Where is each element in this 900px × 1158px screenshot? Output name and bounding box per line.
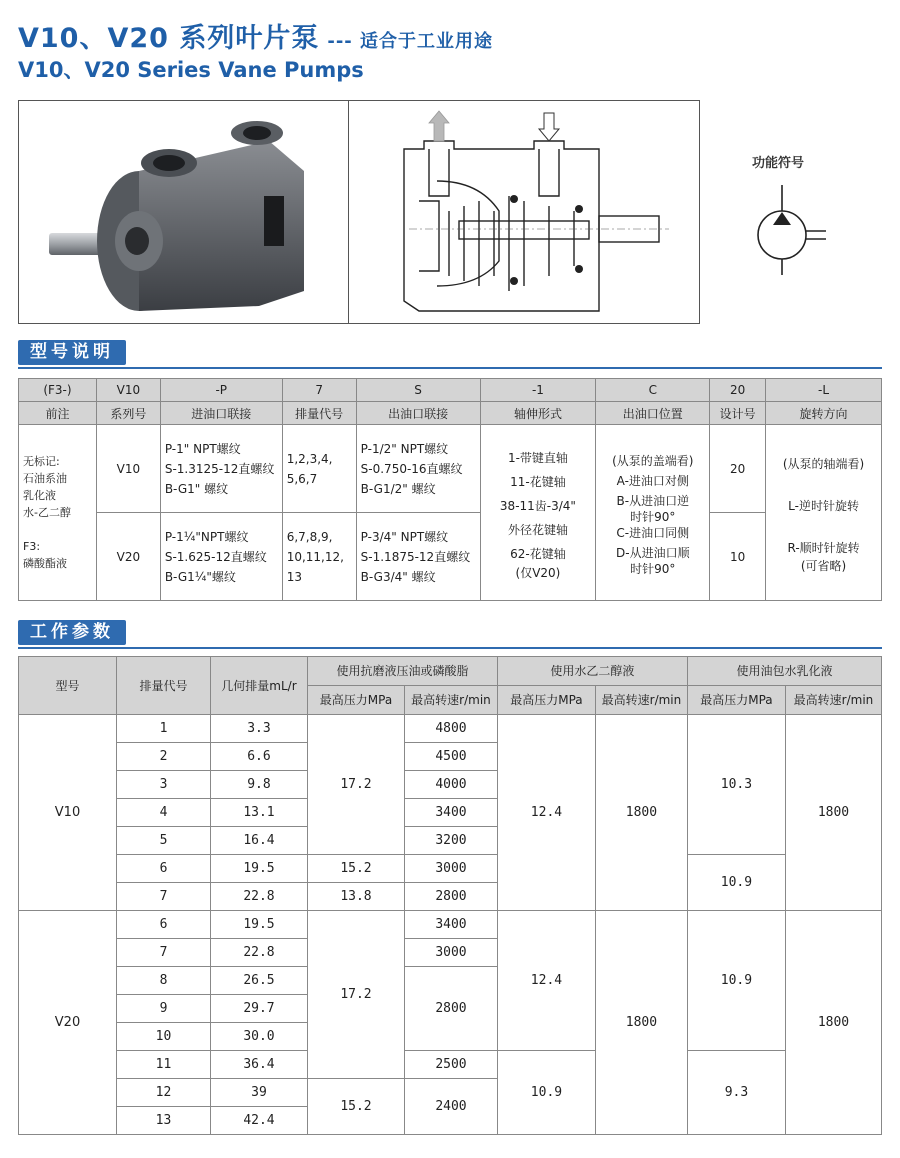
inlet-arrow-icon	[539, 113, 559, 141]
rotation-option: (从泵的轴端看)	[782, 456, 865, 471]
g3-speed: 1800	[785, 715, 881, 911]
model-v20: V20	[19, 911, 117, 1135]
g2-pressure: 12.4	[497, 715, 595, 911]
g1-speed: 4000	[404, 771, 497, 799]
inlet-option: S-1.3125-12直螺纹	[164, 461, 275, 476]
code-cell: 10	[117, 1023, 211, 1051]
header-speed: 最高转速r/min	[595, 686, 687, 715]
position-option: D-从进油口顺	[616, 545, 690, 560]
outlet-option: P-3/4" NPT螺纹	[360, 529, 449, 544]
rotation-option: L-逆时针旋转	[788, 498, 859, 513]
g1-pressure: 17.2	[307, 715, 404, 855]
shaft-option: 外径花键轴	[507, 522, 568, 537]
model-section-title: 型号说明	[18, 340, 126, 365]
g1-speed: 2800	[404, 883, 497, 911]
title-cn-subtitle: --- 适合于工业用途	[327, 31, 494, 52]
table-row	[19, 715, 882, 743]
model-section-header	[18, 340, 898, 368]
position-option: 时针90°	[630, 509, 676, 524]
table-row	[19, 1051, 882, 1079]
parameters-table	[18, 656, 882, 1135]
inlet-v10	[160, 425, 282, 513]
model-v10-row	[19, 425, 882, 513]
code-inlet: -P	[160, 379, 282, 402]
title-en: V10、V20 Series Vane Pumps	[18, 58, 364, 82]
header-speed: 最高转速r/min	[785, 686, 881, 715]
g1-speed: 3000	[404, 939, 497, 967]
name-inlet: 进油口联接	[160, 402, 282, 425]
position-cell	[596, 425, 710, 601]
g1-speed: 3400	[404, 911, 497, 939]
code-shaft: -1	[480, 379, 596, 402]
inlet-option: S-1.625-12直螺纹	[164, 549, 267, 564]
header-code: 排量代号	[117, 657, 211, 715]
code-cell: 3	[117, 771, 211, 799]
g1-speed: 2400	[404, 1079, 497, 1135]
displacement-line: 5,6,7	[286, 471, 318, 486]
g3-pressure: 10.9	[687, 911, 785, 1051]
disp-cell: 22.8	[210, 883, 307, 911]
header-group3: 使用油包水乳化液	[687, 657, 881, 686]
g2-pressure: 10.9	[497, 1051, 595, 1135]
code-cell: 5	[117, 827, 211, 855]
position-option: (从泵的盖端看)	[612, 453, 694, 468]
name-displacement: 排量代号	[282, 402, 356, 425]
position-option: A-进油口对侧	[616, 473, 689, 488]
g1-pressure: 15.2	[307, 1079, 404, 1135]
param-section-title: 工作参数	[18, 620, 126, 645]
disp-cell: 36.4	[210, 1051, 307, 1079]
header-model: 型号	[19, 657, 117, 715]
disp-cell: 39	[210, 1079, 307, 1107]
code-series: V10	[96, 379, 160, 402]
g3-speed: 1800	[785, 911, 881, 1135]
code-rotation: -L	[766, 379, 882, 402]
code-displacement: 7	[282, 379, 356, 402]
g1-speed: 3200	[404, 827, 497, 855]
g1-speed: 2800	[404, 967, 497, 1051]
position-option: C-进油口同侧	[616, 525, 690, 540]
displacement-v10	[282, 425, 356, 513]
disp-cell: 22.8	[210, 939, 307, 967]
g2-speed: 1800	[595, 715, 687, 911]
outlet-option: B-G3/4" 螺纹	[360, 569, 436, 584]
pump-symbol-icon	[720, 145, 880, 275]
g1-speed: 2500	[404, 1051, 497, 1079]
position-option: 时针90°	[630, 561, 676, 576]
disp-cell: 26.5	[210, 967, 307, 995]
g1-speed: 4500	[404, 743, 497, 771]
param-section-divider	[18, 647, 882, 649]
design-v10: 20	[710, 425, 766, 513]
code-cell: 4	[117, 799, 211, 827]
code-outlet: S	[356, 379, 480, 402]
pump-photo-image	[19, 101, 349, 323]
disp-cell: 16.4	[210, 827, 307, 855]
rotation-cell	[766, 425, 882, 601]
shaft-option: 1-带键直轴	[507, 450, 568, 465]
name-prefix: 前注	[19, 402, 97, 425]
param-header-row	[19, 657, 882, 686]
code-cell: 9	[117, 995, 211, 1023]
outlet-option: S-1.1875-12直螺纹	[360, 549, 471, 564]
series-v10: V10	[96, 425, 160, 513]
shaft-option: 11-花键轴	[510, 474, 566, 489]
g1-speed: 3000	[404, 855, 497, 883]
g3-pressure: 9.3	[687, 1051, 785, 1135]
model-v20-row	[19, 513, 882, 601]
code-cell: 11	[117, 1051, 211, 1079]
inlet-option: P-1¼"NPT螺纹	[164, 529, 249, 544]
g1-pressure: 13.8	[307, 883, 404, 911]
code-cell: 12	[117, 1079, 211, 1107]
header-pressure: 最高压力MPa	[307, 686, 404, 715]
displacement-line: 13	[286, 569, 302, 584]
displacement-line: 1,2,3,4,	[286, 451, 333, 466]
disp-cell: 9.8	[210, 771, 307, 799]
disp-cell: 6.6	[210, 743, 307, 771]
rotation-option: R-顺时针旋转	[787, 540, 860, 555]
disp-cell: 3.3	[210, 715, 307, 743]
header-disp: 几何排量mL/r	[210, 657, 307, 715]
displacement-line: 10,11,12,	[286, 549, 344, 564]
name-position: 出油口位置	[596, 402, 710, 425]
code-cell: 7	[117, 939, 211, 967]
series-v20: V20	[96, 513, 160, 601]
shaft-cell	[480, 425, 596, 601]
displacement-v20	[282, 513, 356, 601]
prefix-line: F3:	[23, 540, 41, 553]
outlet-v10	[356, 425, 480, 513]
g3-pressure: 10.9	[687, 855, 785, 911]
prefix-line	[23, 521, 96, 538]
inlet-v20	[160, 513, 282, 601]
rotation-option: (可省略)	[800, 558, 847, 573]
code-cell: 6	[117, 911, 211, 939]
code-prefix: (F3-)	[19, 379, 97, 402]
code-cell: 8	[117, 967, 211, 995]
outlet-v20	[356, 513, 480, 601]
outlet-option: B-G1/2" 螺纹	[360, 481, 436, 496]
g1-pressure: 15.2	[307, 855, 404, 883]
name-series: 系列号	[96, 402, 160, 425]
displacement-line: 6,7,8,9,	[286, 529, 333, 544]
disp-cell: 13.1	[210, 799, 307, 827]
g3-pressure: 10.3	[687, 715, 785, 855]
header-group1: 使用抗磨液压油或磷酸脂	[307, 657, 497, 686]
model-code-table	[18, 378, 882, 601]
code-cell: 13	[117, 1107, 211, 1135]
function-symbol-label: 功能符号	[752, 156, 805, 171]
outlet-option: P-1/2" NPT螺纹	[360, 441, 449, 456]
shaft-option: (仅V20)	[515, 565, 561, 580]
code-cell: 6	[117, 855, 211, 883]
prefix-line: 乳化液	[23, 489, 56, 502]
code-cell: 2	[117, 743, 211, 771]
prefix-line: 磷酸酯液	[23, 557, 67, 570]
name-shaft: 轴伸形式	[480, 402, 596, 425]
cross-section-image	[349, 101, 699, 323]
name-outlet: 出油口联接	[356, 402, 480, 425]
model-code-row	[19, 379, 882, 402]
header-speed: 最高转速r/min	[404, 686, 497, 715]
hydraulic-pump-symbol	[720, 145, 880, 275]
header-pressure: 最高压力MPa	[497, 686, 595, 715]
inlet-option: B-G1" 螺纹	[164, 481, 229, 496]
disp-cell: 19.5	[210, 855, 307, 883]
outlet-option: S-0.750-16直螺纹	[360, 461, 463, 476]
design-v20: 10	[710, 513, 766, 601]
table-row	[19, 911, 882, 939]
title-cn: V10、V20 系列叶片泵	[18, 23, 320, 54]
header-pressure: 最高压力MPa	[687, 686, 785, 715]
code-position: C	[596, 379, 710, 402]
shaft-option: 38-11齿-3/4"	[499, 498, 576, 513]
model-v10: V10	[19, 715, 117, 911]
inlet-option: P-1" NPT螺纹	[164, 441, 241, 456]
g1-speed: 4800	[404, 715, 497, 743]
disp-cell: 19.5	[210, 911, 307, 939]
page-title	[18, 16, 493, 55]
name-design: 设计号	[710, 402, 766, 425]
disp-cell: 42.4	[210, 1107, 307, 1135]
model-name-row	[19, 402, 882, 425]
cross-section-drawing	[348, 100, 700, 324]
pump-photo	[18, 100, 350, 324]
param-section-header	[18, 620, 898, 648]
prefix-line: 石油系油	[23, 472, 67, 485]
g2-speed: 1800	[595, 911, 687, 1135]
g1-pressure: 17.2	[307, 911, 404, 1079]
prefix-line: 无标记:	[23, 455, 60, 468]
disp-cell: 30.0	[210, 1023, 307, 1051]
g1-speed: 3400	[404, 799, 497, 827]
header-group2: 使用水乙二醇液	[497, 657, 687, 686]
disp-cell: 29.7	[210, 995, 307, 1023]
prefix-line: 水-乙二醇	[23, 506, 71, 519]
shaft-option: 62-花键轴	[510, 546, 566, 561]
code-cell: 7	[117, 883, 211, 911]
prefix-cell	[19, 425, 97, 601]
inlet-option: B-G1¼"螺纹	[164, 569, 236, 584]
table-row	[19, 855, 882, 883]
outlet-arrow-icon	[429, 111, 449, 141]
g2-pressure: 12.4	[497, 911, 595, 1051]
position-option: B-从进油口逆	[616, 493, 690, 508]
code-cell: 1	[117, 715, 211, 743]
model-section-divider	[18, 367, 882, 369]
name-rotation: 旋转方向	[766, 402, 882, 425]
code-design: 20	[710, 379, 766, 402]
